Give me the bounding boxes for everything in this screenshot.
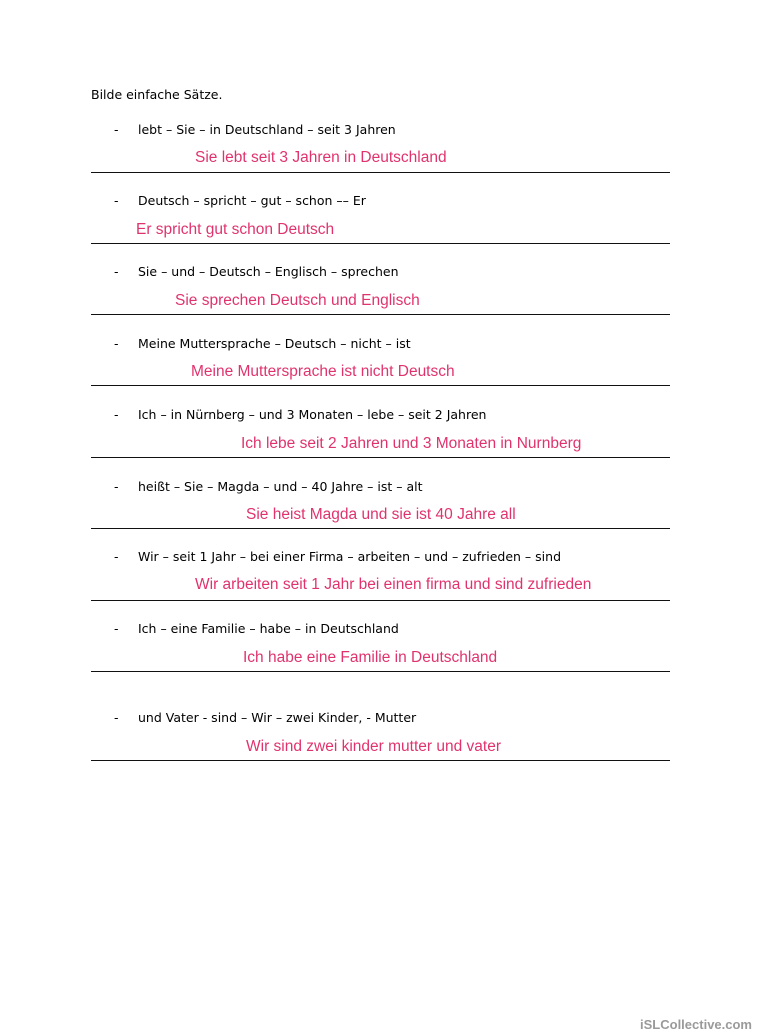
handwritten-answer: Sie heist Magda und sie ist 40 Jahre all bbox=[246, 506, 516, 523]
bullet-dash: - bbox=[114, 710, 119, 725]
handwritten-answer: Wir sind zwei kinder mutter und vater bbox=[246, 738, 501, 755]
handwritten-answer: Ich habe eine Familie in Deutschland bbox=[243, 649, 498, 666]
handwritten-answer: Sie lebt seit 3 Jahren in Deutschland bbox=[195, 149, 447, 166]
answer-line bbox=[91, 243, 670, 244]
bullet-dash: - bbox=[114, 479, 119, 494]
answer-line bbox=[91, 528, 670, 529]
answer-line bbox=[91, 385, 670, 386]
bullet-dash: - bbox=[114, 122, 119, 137]
answer-line bbox=[91, 760, 670, 761]
answer-line bbox=[91, 172, 670, 173]
answer-line bbox=[91, 457, 670, 458]
bullet-dash: - bbox=[114, 193, 119, 208]
bullet-dash: - bbox=[114, 336, 119, 351]
exercise-prompt: lebt – Sie – in Deutschland – seit 3 Jahren bbox=[138, 122, 396, 137]
exercise-prompt: heißt – Sie – Magda – und – 40 Jahre – ist – alt bbox=[138, 479, 423, 494]
handwritten-answer: Ich lebe seit 2 Jahren und 3 Monaten in Nurnberg bbox=[241, 435, 582, 452]
exercise-prompt: Meine Muttersprache – Deutsch – nicht – ist bbox=[138, 336, 411, 351]
exercise-prompt: Sie – und – Deutsch – Englisch – sprechen bbox=[138, 264, 399, 279]
answer-line bbox=[91, 314, 670, 315]
exercise-prompt: Deutsch – spricht – gut – schon –– Er bbox=[138, 193, 366, 208]
handwritten-answer: Er spricht gut schon Deutsch bbox=[136, 221, 335, 238]
worksheet-instruction: Bilde einfache Sätze. bbox=[91, 87, 223, 102]
exercise-prompt: Ich – eine Familie – habe – in Deutschland bbox=[138, 621, 399, 636]
bullet-dash: - bbox=[114, 264, 119, 279]
exercise-prompt: Ich – in Nürnberg – und 3 Monaten – lebe – seit 2 Jahren bbox=[138, 407, 487, 422]
bullet-dash: - bbox=[114, 549, 119, 564]
handwritten-answer: Meine Muttersprache ist nicht Deutsch bbox=[191, 363, 455, 380]
watermark-footer: iSLCollective.com bbox=[640, 1017, 752, 1032]
answer-line bbox=[91, 671, 670, 672]
handwritten-answer: Sie sprechen Deutsch und Englisch bbox=[175, 292, 420, 309]
answer-line bbox=[91, 600, 670, 601]
bullet-dash: - bbox=[114, 407, 119, 422]
handwritten-answer: Wir arbeiten seit 1 Jahr bei einen firma und sind zufrieden bbox=[195, 576, 592, 593]
exercise-prompt: Wir – seit 1 Jahr – bei einer Firma – arbeiten – und – zufrieden – sind bbox=[138, 549, 561, 564]
exercise-prompt: und Vater - sind – Wir – zwei Kinder, - Mutter bbox=[138, 710, 417, 725]
bullet-dash: - bbox=[114, 621, 119, 636]
